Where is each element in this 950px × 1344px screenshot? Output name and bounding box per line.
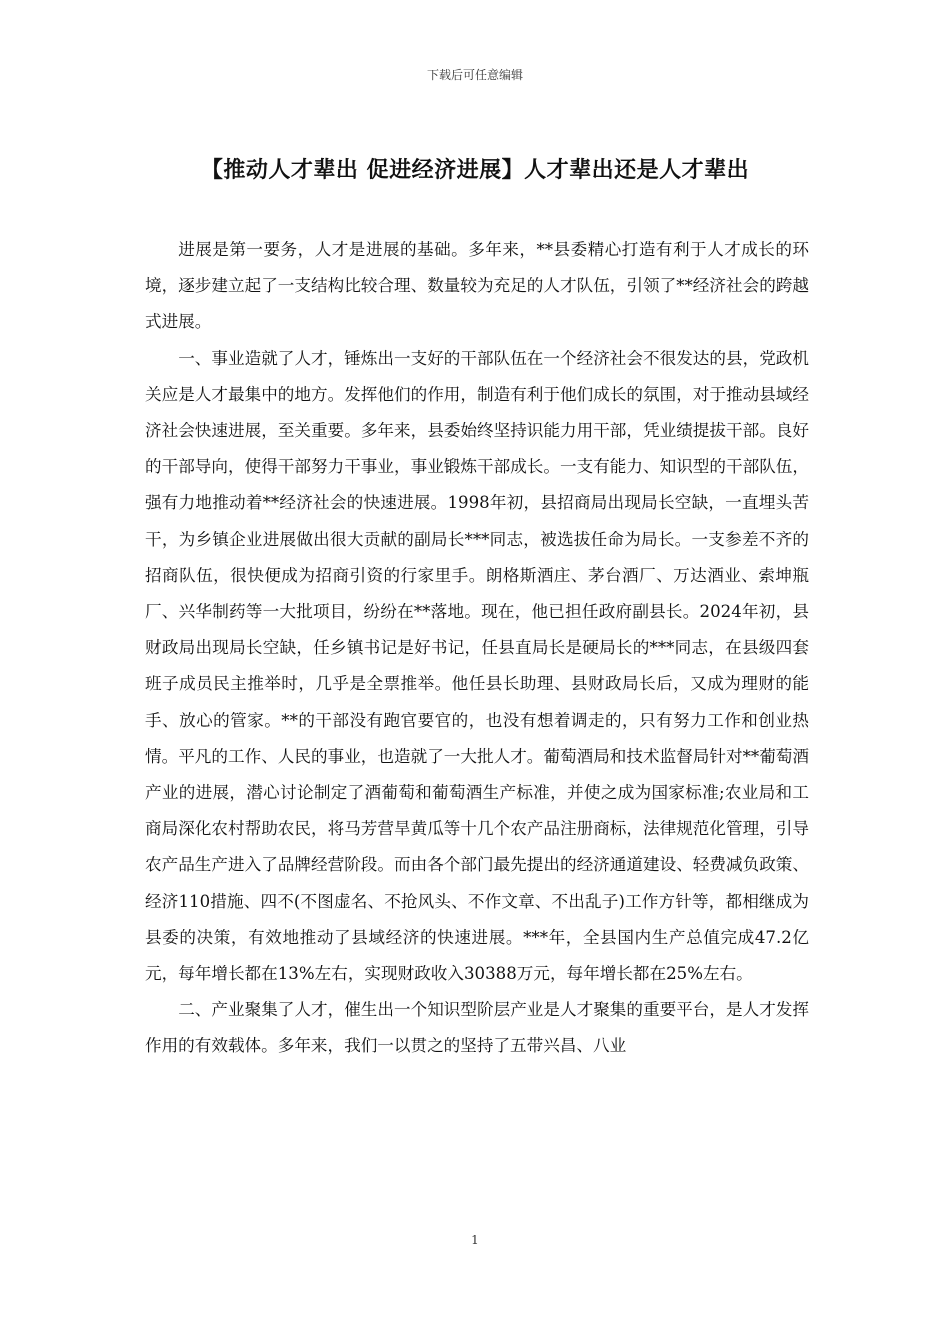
paragraph-intro: 进展是第一要务，人才是进展的基础。多年来，**县委精心打造有利于人才成长的环境，逐步建立起了一支结构比较合理、数量较为充足的人才队伍，引领了**经济社会的跨越式进展。 [145,240,809,332]
document-title: 【推动人才辈出 促进经济进展】人才辈出还是人才辈出 [200,157,750,183]
document-body [145,232,809,1065]
header-note: 下载后可任意编辑 [426,68,523,82]
paragraph-section-two: 二、产业聚集了人才，催生出一个知识型阶层产业是人才聚集的重要平台，是人才发挥作用的有效载体。多年来，我们一以贯之的坚持了五带兴昌、八业 [145,1000,809,1056]
paragraph-section-one: 一、事业造就了人才，锤炼出一支好的干部队伍在一个经济社会不很发达的县，党政机关应是人才最集中的地方。发挥他们的作用，制造有利于他们成长的氛围，对于推动县域经济社会快速进展，至关重要。多年来，县委始终坚持识能力用干部，凭业绩提拔干部。良好的干部导向，使得干部努力干事业，事业锻炼干部成长。一支有能力、知识型的干部队伍，强有力地推动着**经济社会的快速进展。1998年初，县招商局出现局长空缺，一直埋头苦干，为乡镇企业进展做出很大贡献的副局长***同志，被选拔任命为局长。一支参差不齐的招商队伍，很快便成为招商引资的行家里手。朗格斯酒庄、茅台酒厂、万达酒业、索坤瓶厂、兴华制药等一大批项目，纷纷在**落地。现在，他已担任政府副县长。2024年初，县财政局出现局长空缺，任乡镇书记是好书记，任县直局长是硬局长的***同志，在县级四套班子成员民主推举时，几乎是全票推举。他任县长助理、县财政局长后，又成为理财的能手、放心的管家。**的干部没有跑官要官的，也没有想着调走的，只有努力工作和创业热情。平凡的工作、人民的事业，也造就了一大批人才。葡萄酒局和技术监督局针对**葡萄酒产业的进展，潜心讨论制定了酒葡萄和葡萄酒生产标准，并使之成为国家标准;农业局和工商局深化农村帮助农民，将马芳营旱黄瓜等十几个农产品注册商标，法律规范化管理，引导农产品生产进入了品牌经营阶段。而由各个部门最先提出的经济通道建设、轻费减负政策、经济110措施、四不(不图虚名、不抢风头、不作文章、不出乱子)工作方针等，都相继成为县委的决策，有效地推动了县域经济的快速进展。***年，全县国内生产总值完成47.2亿元，每年增长都在13%左右，实现财政收入30388万元，每年增长都在25%左右。 [145,348,809,984]
page-number: 1 [471,1233,479,1247]
